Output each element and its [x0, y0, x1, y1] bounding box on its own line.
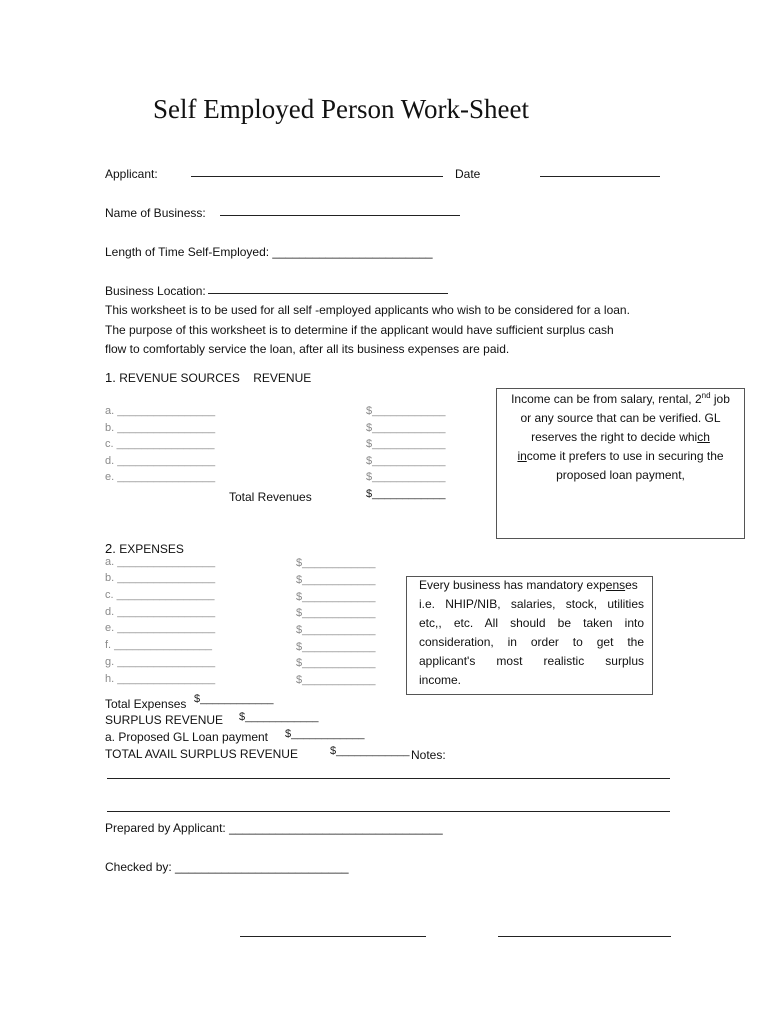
- proposed-loan-payment-label: a. Proposed GL Loan payment: [105, 730, 268, 744]
- expense-row-g-label[interactable]: g. ________________: [105, 656, 216, 668]
- expense-row-c-amount[interactable]: $____________: [296, 591, 376, 603]
- expenses-heading: [105, 542, 184, 556]
- checked-by-field[interactable]: Checked by: __________________________: [105, 860, 349, 874]
- intro-paragraph: [105, 301, 685, 360]
- revenue-row-c-label[interactable]: c. ________________: [105, 438, 215, 450]
- revenue-row-a-amount[interactable]: $____________: [366, 405, 446, 417]
- date-field[interactable]: [540, 176, 660, 177]
- intro-line-1: This worksheet is to be used for all self -employed applicants who wish to be considered for a loan.: [105, 303, 630, 317]
- expense-row-b-amount[interactable]: $____________: [296, 574, 376, 586]
- expense-row-h-amount[interactable]: $____________: [296, 674, 376, 686]
- expense-row-g-amount[interactable]: $____________: [296, 657, 376, 669]
- revenue-row-d-amount[interactable]: $____________: [366, 455, 446, 467]
- income-note-line-3: reserves the right to decide which: [531, 430, 710, 444]
- notes-label: Notes:: [411, 748, 446, 762]
- expense-note-line-5: applicant's most realistic surplus: [419, 654, 644, 668]
- expenses-heading-text: EXPENSES: [119, 542, 184, 556]
- expense-row-f-amount[interactable]: $____________: [296, 641, 376, 653]
- prepared-by-applicant-field[interactable]: Prepared by Applicant: ________________________________: [105, 821, 443, 835]
- revenue-row-a-label[interactable]: a. ________________: [105, 405, 216, 417]
- total-avail-surplus-label: TOTAL AVAIL SURPLUS REVENUE: [105, 747, 298, 761]
- expense-note-text: [407, 576, 652, 690]
- revenue-row-e-label[interactable]: e. ________________: [105, 471, 216, 483]
- expense-note-line-3: etc,, etc. All should be taken into: [419, 616, 644, 630]
- expense-row-a-label[interactable]: a. ________________: [105, 556, 216, 568]
- expense-note-line-1: Every business has mandatory expenses: [419, 578, 638, 592]
- revenue-section-number: 1.: [105, 370, 116, 385]
- proposed-loan-payment-amount[interactable]: $____________: [285, 728, 365, 740]
- revenue-heading: [105, 371, 311, 385]
- expense-row-b-label[interactable]: b. ________________: [105, 572, 216, 584]
- total-expenses-amount[interactable]: $____________: [194, 693, 274, 705]
- length-self-employed-field[interactable]: Length of Time Self-Employed: ________________________: [105, 245, 433, 259]
- signature-line-left[interactable]: [240, 936, 426, 937]
- revenue-column-heading: REVENUE: [253, 371, 312, 385]
- income-note-line-2: or any source that can be verified. GL: [520, 411, 721, 425]
- expenses-section-number: 2.: [105, 541, 116, 556]
- page-title: Self Employed Person Work-Sheet: [153, 94, 530, 124]
- expense-row-e-label[interactable]: e. ________________: [105, 622, 216, 634]
- intro-line-2: The purpose of this worksheet is to determine if the applicant would have sufficient surplus cash: [105, 322, 614, 337]
- expense-row-e-amount[interactable]: $____________: [296, 624, 376, 636]
- revenue-sources-heading: REVENUE SOURCES: [119, 371, 240, 385]
- notes-line-2[interactable]: [107, 811, 670, 812]
- total-expenses-label: Total Expenses: [105, 697, 187, 711]
- signature-line-right[interactable]: [498, 936, 671, 937]
- intro-line-3: flow to comfortably service the loan, after all its business expenses are paid.: [105, 342, 510, 356]
- applicant-field[interactable]: [191, 176, 443, 177]
- business-name-label: Name of Business:: [105, 206, 206, 220]
- business-location-field[interactable]: [208, 293, 448, 294]
- expense-note-line-2: i.e. NHIP/NIB, salaries, stock, utilities: [419, 597, 644, 611]
- income-note-line-5: proposed loan payment,: [556, 468, 685, 482]
- total-revenues-label: Total Revenues: [229, 490, 312, 504]
- notes-line-1[interactable]: [107, 778, 670, 779]
- revenue-row-c-amount[interactable]: $____________: [366, 438, 446, 450]
- surplus-revenue-amount[interactable]: $____________: [239, 711, 319, 723]
- expense-note-line-6: income.: [419, 673, 462, 687]
- expense-row-c-label[interactable]: c. ________________: [105, 589, 215, 601]
- business-location-label: Business Location:: [105, 284, 206, 298]
- expense-row-f-label[interactable]: f. ________________: [105, 639, 213, 651]
- date-label: Date: [455, 167, 481, 181]
- income-note-text: [497, 389, 744, 485]
- revenue-row-b-label[interactable]: b. ________________: [105, 422, 216, 434]
- expense-row-d-label[interactable]: d. ________________: [105, 606, 216, 618]
- surplus-revenue-label: SURPLUS REVENUE: [105, 713, 224, 727]
- income-note-box: [496, 388, 745, 539]
- expense-row-d-amount[interactable]: $____________: [296, 607, 376, 619]
- total-revenues-amount[interactable]: $____________: [366, 488, 446, 500]
- total-avail-surplus-amount[interactable]: $____________: [330, 745, 410, 757]
- applicant-label: Applicant:: [105, 167, 158, 181]
- expense-note-box: [406, 576, 653, 695]
- revenue-row-b-amount[interactable]: $____________: [366, 422, 446, 434]
- income-note-line-4: income it prefers to use in securing the: [517, 449, 724, 463]
- expense-row-a-amount[interactable]: $____________: [296, 557, 376, 569]
- revenue-row-d-label[interactable]: d. ________________: [105, 455, 216, 467]
- revenue-row-e-amount[interactable]: $____________: [366, 471, 446, 483]
- expense-note-line-4: consideration, in order to get the: [419, 635, 644, 649]
- business-name-field[interactable]: [220, 215, 460, 216]
- income-note-line-1: Income can be from salary, rental, 2nd job: [511, 391, 730, 406]
- expense-row-h-label[interactable]: h. ________________: [105, 673, 216, 685]
